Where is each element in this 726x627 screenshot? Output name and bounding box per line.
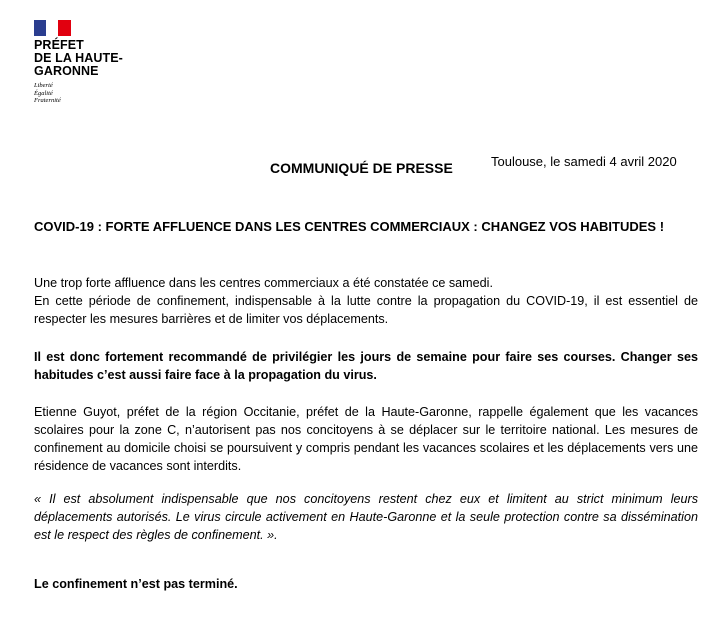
org-line: DE LA HAUTE- [34,51,123,65]
french-flag-icon [34,20,71,36]
flag-blue-stripe [34,20,46,36]
dateline: Toulouse, le samedi 4 avril 2020 [491,154,677,169]
org-line: PRÉFET [34,38,84,52]
paragraph-2: Il est donc fortement recommandé de privilégier les jours de semaine pour faire ses courses. Changer ses habitudes c’est aussi faire face à la propagation du virus. [34,350,698,382]
paragraph-line: Une trop forte affluence dans les centres commerciaux a été constatée ce samedi. [34,276,493,290]
flag-red-stripe [58,20,71,36]
headline: COVID-19 : FORTE AFFLUENCE DANS LES CENTRES COMMERCIAUX : CHANGEZ VOS HABITUDES ! [34,219,665,234]
paragraph-line: En cette période de confinement, indispensable à la lutte contre la propagation du COVID-19, il est essentiel de respecter les mesures barrières et de limiter vos déplacements. [34,294,698,326]
prefecture-logo [34,20,154,105]
paragraph-1 [34,274,698,328]
republic-motto [34,82,154,105]
paragraph-3: Etienne Guyot, préfet de la région Occitanie, préfet de la Haute-Garonne, rappelle également que les vacances scolaires pour la zone C, n’autorisent pas nos concitoyens à se déplacer sur le territoire national. Les mesures de confinement au domicile choisi se poursuivent y compris pendant les vacances scolaires et les déplacements vers une résidence de vacances sont interdits. [34,405,698,473]
motto-line: Liberté [34,82,53,89]
press-release-label: COMMUNIQUÉ DE PRESSE [270,160,453,176]
motto-line: Fraternité [34,97,61,104]
quote-paragraph: « Il est absolument indispensable que nos concitoyens restent chez eux et limitent au strict minimum leurs déplacements autorisés. Le virus circule activement en Haute-Garonne et la seule protection contre sa dissémination est le respect des règles de confinement. ». [34,492,698,542]
flag-white-stripe [46,20,58,36]
closing-statement: Le confinement n’est pas terminé. [34,577,238,591]
motto-line: Égalité [34,89,53,97]
org-line: GARONNE [34,64,99,78]
prefecture-name [34,39,154,78]
